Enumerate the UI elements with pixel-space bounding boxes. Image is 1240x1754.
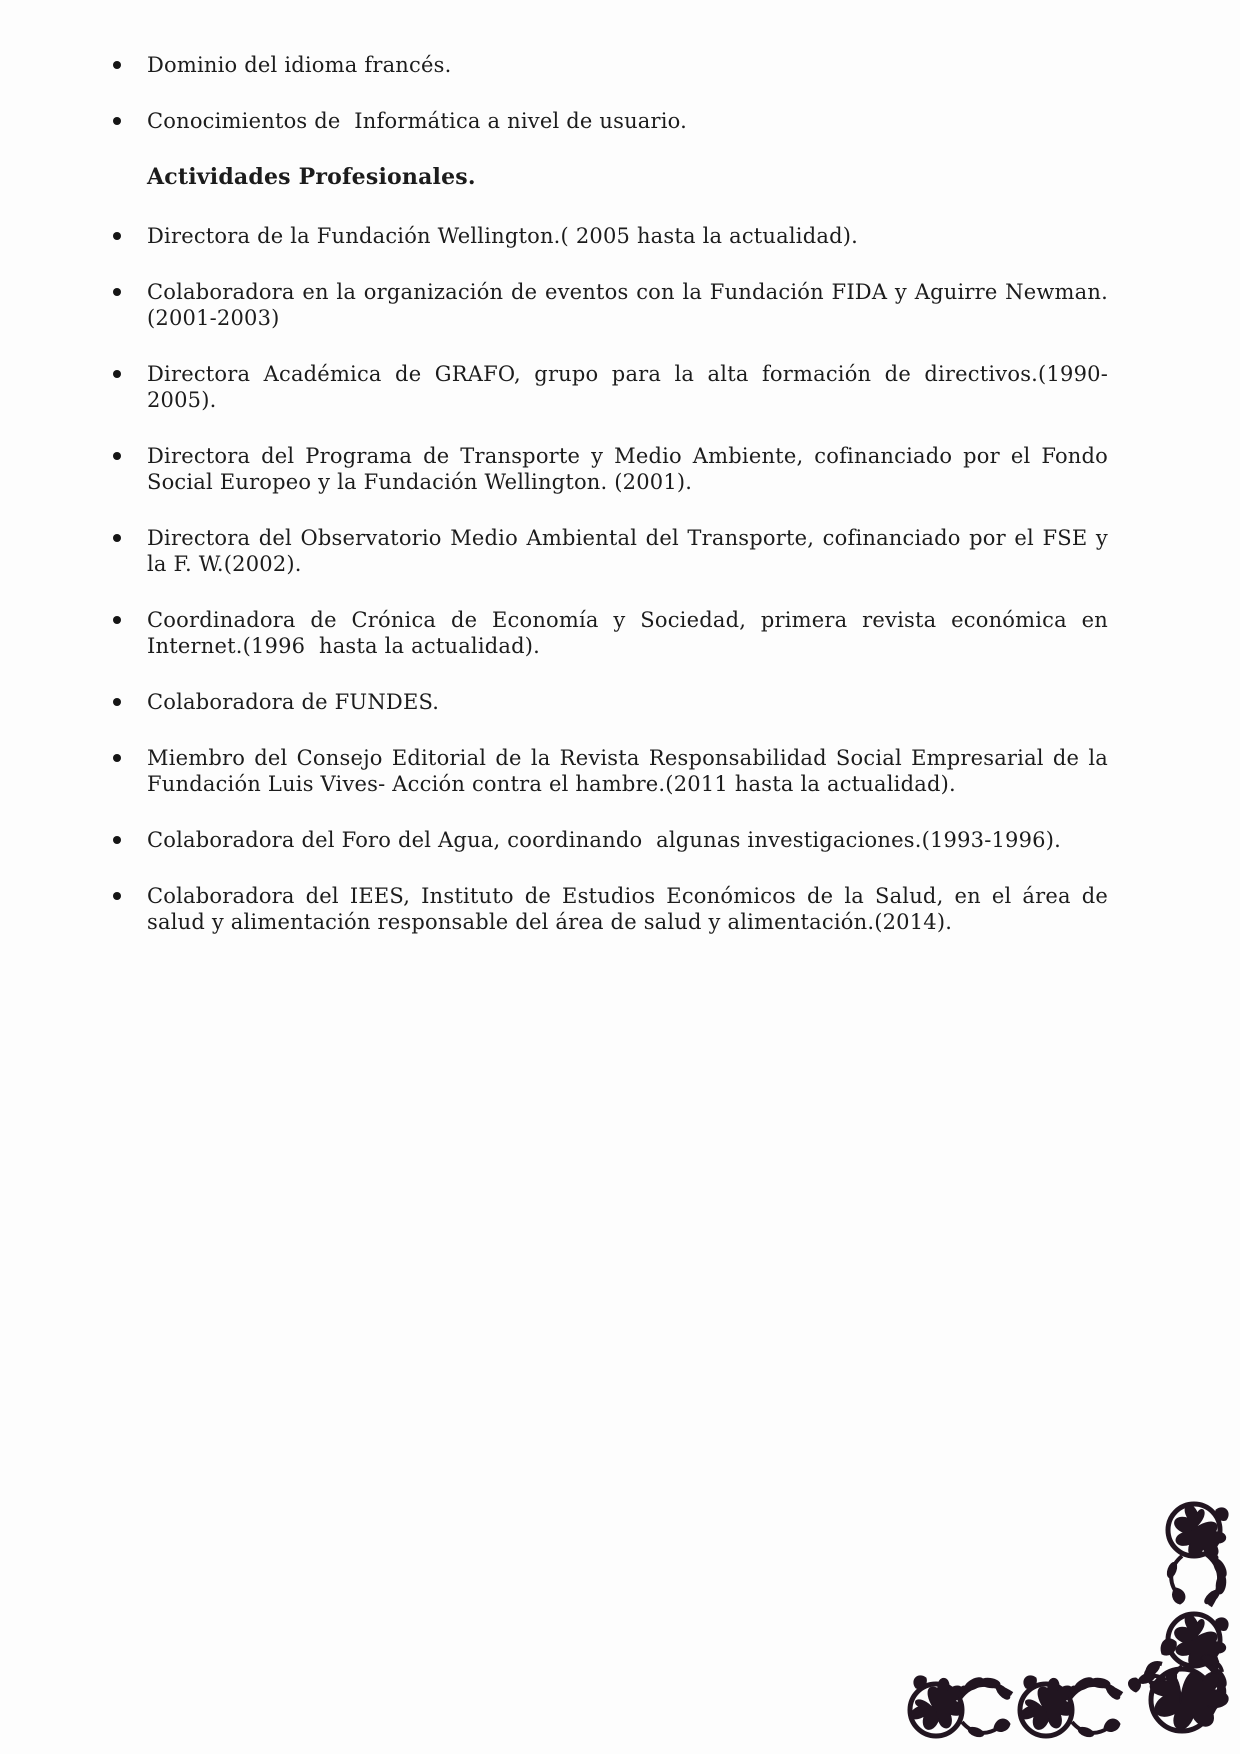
list-item — [147, 223, 1108, 249]
bullet-text: Colaboradora del IEES, Instituto de Estudios Económicos de la Salud, en el área de salud y alimentación responsable del área de salud y alimentación.(2014). — [147, 884, 1115, 934]
bullet-text: Dominio del idioma francés. — [147, 53, 452, 77]
bullet-text: Directora del Programa de Transporte y Medio Ambiente, cofinanciado por el Fondo Social Europeo y la Fundación Wellington. (2001). — [147, 444, 1115, 494]
bullet-icon — [113, 61, 121, 69]
bullet-text: Directora Académica de GRAFO, grupo para la alta formación de directivos.(1990-2005). — [147, 362, 1108, 412]
list-item — [147, 525, 1122, 577]
bullet-text: Conocimientos de Informática a nivel de usuario. — [147, 109, 688, 133]
bullet-icon — [113, 288, 121, 296]
list-item — [147, 361, 1108, 413]
bullet-icon — [113, 892, 121, 900]
list-item — [147, 827, 1108, 853]
bullet-icon — [113, 616, 121, 624]
section-heading: Actividades Profesionales. — [147, 164, 476, 190]
bullet-text: Colaboradora del Foro del Agua, coordinando algunas investigaciones.(1993-1996). — [147, 828, 1062, 852]
bullet-icon — [113, 698, 121, 706]
list-item — [147, 689, 1108, 715]
bullet-icon — [113, 534, 121, 542]
bullet-icon — [113, 232, 121, 240]
list-item — [147, 108, 1108, 134]
bullet-icon — [113, 754, 121, 762]
bullet-text: Colaboradora de FUNDES. — [147, 690, 440, 714]
bullet-icon — [113, 836, 121, 844]
list-item — [147, 883, 1115, 935]
document-body — [147, 52, 1122, 965]
bullet-icon — [113, 452, 121, 460]
bullet-icon — [113, 370, 121, 378]
list-item — [147, 52, 1108, 78]
bullet-text: Miembro del Consejo Editorial de la Revista Responsabilidad Social Empresarial de la Fundación Luis Vives- Acción contra el hambre.(2011 hasta la actualidad). — [147, 746, 1115, 796]
list-item — [147, 607, 1115, 659]
bullet-text: Colaboradora en la organización de eventos con la Fundación FIDA y Aguirre Newman. (2001-2003) — [147, 280, 1115, 330]
bullet-text: Directora de la Fundación Wellington.( 2005 hasta la actualidad). — [147, 224, 858, 248]
floral-corner-ornament-icon — [900, 1494, 1236, 1746]
list-item — [147, 443, 1115, 495]
bullet-text: Directora del Observatorio Medio Ambiental del Transporte, cofinanciado por el FSE y la F. W.(2002). — [147, 526, 1122, 576]
list-item — [147, 279, 1115, 331]
bullet-text: Coordinadora de Crónica de Economía y Sociedad, primera revista económica en Internet.(1996 hasta la actualidad). — [147, 608, 1115, 658]
list-item — [147, 745, 1115, 797]
bullet-icon — [113, 117, 121, 125]
